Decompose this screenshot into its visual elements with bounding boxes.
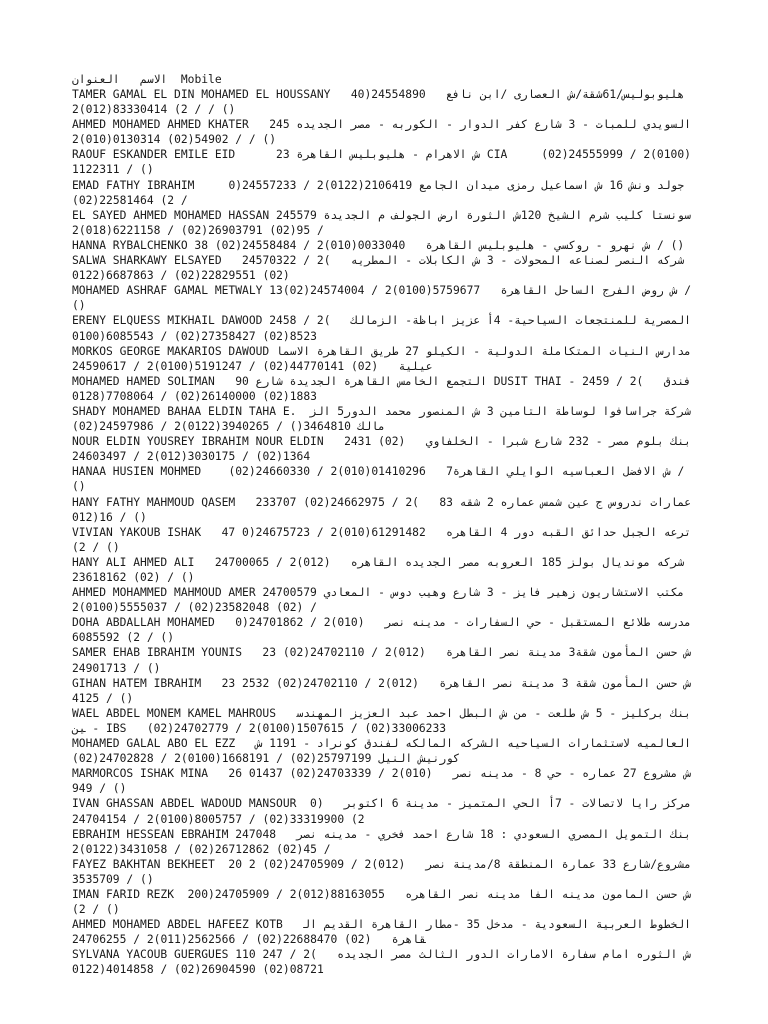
record-row: HANY ALI AHMED ALI شركه مونديال بولز 185 العروبه مصر الجديده القاهره (012)2 / 24700065(02) 23618162 / () bbox=[72, 555, 685, 584]
records-list bbox=[72, 87, 698, 978]
record-row: MOHAMED GALAL ABO EL EZZ العالميه لاستثمارات السياحيه الشركه المالكه لفندق كونراد - 1191 ش كورنيش النيل 25797199(02) / 1668191(0100)2 / 24702828(02) bbox=[72, 737, 698, 766]
column-header-row bbox=[72, 72, 692, 87]
record-row: WAEL ABDEL MONEM KAMEL MAHROUS بنك بركليز - 5 ش طلعت - من ش البطل احمد عبد العزيز المهندسين - IBS (02)24702779 / 2(0100)1507615 / (02)33006233 bbox=[72, 706, 691, 735]
record-row: GIHAN HATEM IBRAHIM 23 ش حسن المأمون شقة 3 مدينة نصر القاهرة (012)2 / 24702110(02) 25324125 / () bbox=[72, 676, 692, 705]
record-row: SAMER EHAB IBRAHIM YOUNIS 23 ش حسن المأمون شقة3 مدينة نصر القاهرة (012)2 / 24702110(02) 24901713 / () bbox=[72, 646, 698, 675]
record-row: SYLVANA YACOUB GUERGUES 110 ش الثوره امام سفارة الامارات الدور الثالث مصر الجديده )2 / 24708721(02) 26904590(02) / 4014858(0122 bbox=[72, 948, 691, 977]
record-row: IMAN FARID REZK 20ش حسن المامون مدينه الفا مدينه نصر القاهره 88163055(012)2 / 24705909(02) / () bbox=[72, 887, 692, 917]
record-row: MARMORCOS ISHAK MINA 26 ش مشروع 27 عماره - حي 8 - مدينه نصر (010)2 / 24703339(02) 01437949 / () bbox=[72, 767, 692, 796]
record-row: SALWA SHARKAWY ELSAYED شركه النصر لصناعه المحولات - 3 ش الكابلات - المطريه )2 / 24570322(02) 22829551(02) / 6687863(0122 bbox=[72, 254, 685, 283]
name-column-header: الاسم bbox=[140, 73, 168, 86]
record-row: VIVIAN YAKOUB ISHAK 47 ترعه الجبل حدائق القبه دور 4 القاهره 61291482(010)2 / 24675723(02) / () bbox=[72, 525, 692, 554]
record-row: MOHAMED HAMED SOLIMAN التجمع الخامس القاهرة الجديدة شارع 90 DUSIT THAI - فندق )2 / 24591883(02) 26140000(02) / 7708064(0128 bbox=[72, 374, 691, 403]
record-row: MORKOS GEORGE MAKARIOS DAWOUD مدارس النيات المتكاملة الدولية - الكيلو 27 طريق القاهرة الاسماعيلية (02) 44770141(02) / 5191247(0100)2 / 24590617 bbox=[72, 344, 691, 373]
contact-listing bbox=[72, 72, 698, 978]
record-row: TAMER GAMAL EL DIN MOHAMED EL HOUSSANY 4هليوبوليس/61شقة/ش العصارى /ابن نافع 24554890(02) 83330414(012)2 / / () bbox=[72, 88, 685, 117]
record-row: ERENY ELQUESS MIKHAIL DAWOOD المصرية للمنتجعات السياحية- 4أ عزيز اباظة- الزمالك )2 / 24588523(02) 27358427(02) / 6085543(0100 bbox=[72, 314, 691, 343]
record-row: AHMED MOHAMED ABDEL HAFEEZ KOTB الخطوط العربية السعودية - مدخل 35 -مطار القاهرة القديم القاهرة (02) 22688470(02) / 2562566(011)2 / 24706255 bbox=[72, 918, 691, 947]
record-row: RAOUF ESKANDER EMILE EID 23 ش الاهرام - هليوبليس القاهرة CIA (02)24555999 / 2(0100)1122311 / () bbox=[72, 148, 691, 177]
record-row: HANAA HUSIEN MOHMED ش الافضل العباسيه الوايلي القاهرة7 01410296(010)2 / 24660330(02) / () bbox=[72, 465, 692, 494]
record-row: EL SAYED AHMED MOHAMED HASSAN سونستا كليب شرم الشيخ 120ش الثورة ارض الجولف م الجديدة 24557995(02) 26903791(02) / 6221158(018)2 / bbox=[72, 208, 691, 237]
record-row: EBRAHIM HESSEAN EBRAHIM بنك التمويل المصري السعودي : 18 شارع احمد فخري - مدينه نصر 24704845(02) 26712862(02) / 3431058(0122)2 / bbox=[72, 827, 691, 856]
mobile-column-header: Mobile bbox=[180, 73, 222, 86]
record-row: MOHAMED ASHRAF GAMAL METWALY 13ش روض الفرج الساحل القاهرة 5759677(0100)2 / 24574004(02) / () bbox=[72, 284, 698, 313]
record-row: SHADY MOHAMED BAHAA ELDIN TAHA E. شركة جراسافوا لوساطة التامين 3 ش المنصور محمد الدور5 الزمالك 3464810() / 3940265(0122)2 / 24597986(02) bbox=[72, 404, 691, 434]
record-row: HANY FATHY MAHMOUD QASEM عمارات ندروس ج عين شمس عماره 2 شقه 83 )2 / 24662975(02) 23370716(012 / () bbox=[72, 495, 692, 524]
record-row: AHMED MOHAMED AHMED KHATER السويدي للمبات - 3 شارع كفر الدوار - الكوربه - مصر الجديده 24554902(02) 0130314(010)2 / / () bbox=[72, 118, 691, 147]
record-row: EMAD FATHY IBRAHIM جولد ونش 16 ش اسماعيل رمزى ميدان الجامع 2106419(0122)2 / 24557233(02) 22581464(02) / bbox=[72, 178, 685, 207]
record-row: AHMED MOHAMMED MAHMOUD AMER مكتب الاستشاريون زهير فايز - 3 شارع وهيب دوس - المعادي 24700579(02) 23582048(02) / 5555037(0100)2 / bbox=[72, 586, 685, 615]
record-row: NOUR ELDIN YOUSREY IBRAHIM NOUR ELDIN بنك بلوم مصر - 232 شارع شبرا - الخلفاوي (02) 24311364(02) / 3030175(012)2 / 24603497 bbox=[72, 435, 691, 464]
record-row: FAYEZ BAKHTAN BEKHEET 20 مشروع/شارع 33 عمارة المنطقة 8/مدينة نصر (012)2 / 24705909(02) 23535709 / () bbox=[72, 857, 692, 886]
record-row: DOHA ABDALLAH MOHAMED مدرسه طلائع المستقبل - حي السفارات - مدينه نصر (010)2 / 24701862(02) 6085592 / () bbox=[72, 616, 691, 645]
address-column-header: العنوان bbox=[72, 73, 120, 86]
record-row: HANNA RYBALCHENKO 38 ش نهرو - روكسي - هليوبليس القاهرة 0033040(010)2 / 24558484(02) / () bbox=[72, 238, 685, 252]
record-row: IVAN GHASSAN ABDEL WADOUD MANSOUR مركز رايا لاتصالات - 7أ الحي المتميز - مدينة 6 اكتوبر (02) 33319900(02) / 8005757(0100)2 / 24704154 bbox=[72, 797, 691, 826]
